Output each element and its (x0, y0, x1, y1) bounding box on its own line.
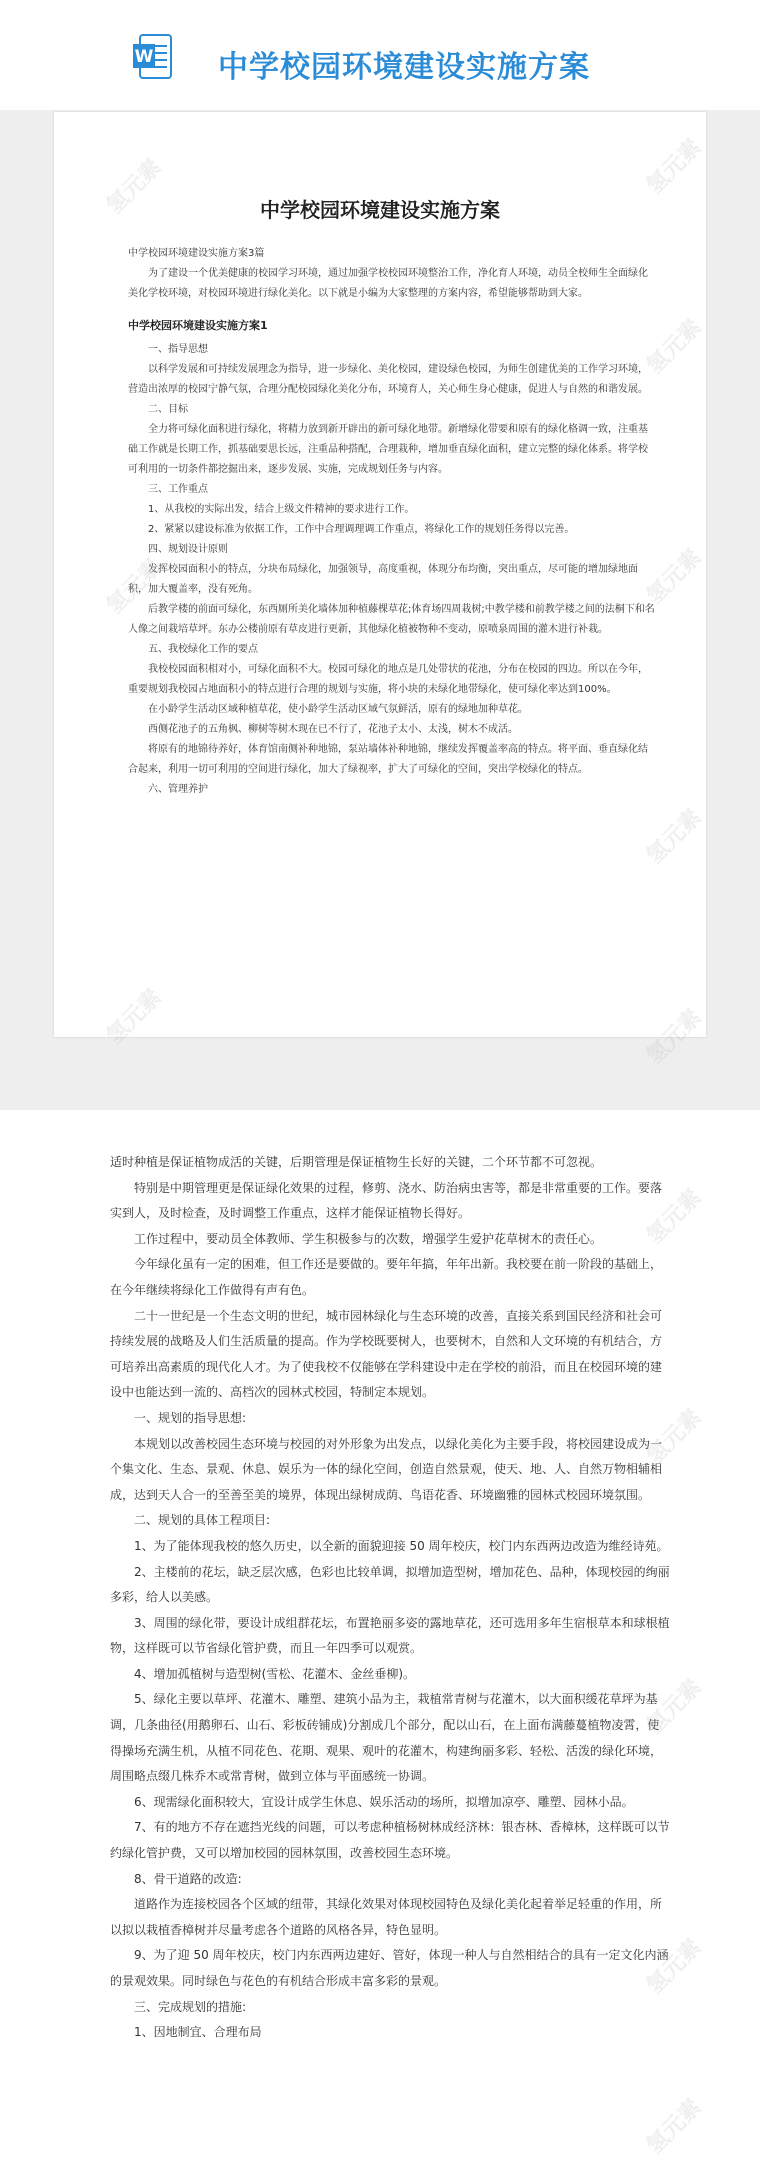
body-paragraph: 6、现需绿化面积较大，宜设计成学生休息、娱乐活动的场所，拟增加凉亭、雕塑、园林小品。 (134, 1794, 634, 1809)
body-paragraph: 将原有的地锦待养好，体育馆南侧补种地锦，泵站墙体补种地锦，继续发挥覆盖率高的特点。将平面、垂直绿化结合起来，利用一切可利用的空间进行绿化，加大了绿视率，扩大了可绿化的空间，突出学校绿化的特点。 (128, 744, 648, 775)
document-title: 中学校园环境建设实施方案 (260, 198, 500, 222)
body-paragraph: 全力将可绿化面积进行绿化，将精力放到新开辟出的新可绿化地带。新增绿化带要和原有的绿化格调一致，注重基础工作就是长期工作，抓基础要思长远，注重品种搭配，合理栽种，增加垂直绿化面积，建立完整的绿化体系。将学校可利用的一切条件都挖掘出来，逐步发展、实施，完成规划任务与内容。 (128, 424, 648, 475)
page2-paragraphs (110, 1150, 670, 2046)
body-paragraph: 后教学楼的前面可绿化，东西厕所美化墙体加种植藤棵草花;体育场四周栽树;中教学楼和前教学楼之间的法桐下和名人像之间栽培草坪。东办公楼前原有草皮进行更新，其他绿化植被物种不变动，原喷泉周围的灌木进行补栽。 (128, 604, 655, 635)
page2-body (110, 1150, 670, 2046)
body-paragraph: 本规划以改善校园生态环境与校园的对外形象为出发点，以绿化美化为主要手段，将校园建设成为一个集文化、生态、景观、休息、娱乐为一体的绿化空间，创造自然景观，使天、地、人、自然万物相辅相成，达到天人合一的至善至美的境界，体现出绿树成荫、鸟语花香、环境幽雅的园林式校园环境氛围。 (110, 1436, 663, 1502)
body-paragraph: 西侧花池子的五角枫、柳树等树木现在已不行了，花池子太小、太浅，树木不成活。 (148, 724, 518, 735)
logo-letter: W (134, 47, 154, 67)
body-paragraph: 1、因地制宜、合理布局 (134, 2025, 262, 2040)
body-paragraph: 1、为了能体现我校的悠久历史，以全新的面貌迎接 50 周年校庆，校门内东西两边改造为维经诗苑。 (134, 1538, 669, 1553)
page1-paragraphs (128, 340, 656, 800)
body-paragraph: 发挥校园面积小的特点，分块布局绿化，加强领导，高度重视，体现分布均衡，突出重点，尽可能的增加绿地面积，加大覆盖率，没有死角。 (128, 564, 638, 595)
document-page-1 (54, 112, 706, 1037)
body-paragraph: 二十一世纪是一个生态文明的世纪，城市园林绿化与生态环境的改善，直接关系到国民经济和社会可持续发展的战略及人们生活质量的提高。作为学校既要树人，也要树木，自然和人文环境的有机结合，方可培养出高素质的现代化人才。为了使我校不仅能够在学科建设中走在学校的前沿，而且在校园环境的建设中也能达到一流的、高档次的园林式校园，特制定本规划。 (110, 1308, 663, 1400)
body-paragraph: 一、指导思想 (128, 344, 208, 355)
watermark-text: 氢元素 (642, 314, 707, 380)
body-paragraph: 9、为了迎 50 周年校庆，校门内东西两边建好、管好，体现一种人与自然相结合的具有一定文化内涵的景观效果。同时绿色与花色的有机结合形成丰富多彩的景观。 (110, 1948, 669, 1988)
body-paragraph: 工作过程中，要动员全体教师、学生积极参与的次数，增强学生爱护花草树木的责任心。 (134, 1231, 603, 1246)
body-paragraph: 2、紧紧以建设标准为依据工作，工作中合理调理调工作重点，将绿化工作的规划任务得以完善。 (148, 524, 575, 535)
watermark-text: 氢元素 (102, 154, 167, 220)
body-paragraph: 1、从我校的实际出发，结合上级文件精神的要求进行工作。 (148, 504, 415, 515)
document-subtitle: 中学校园环境建设实施方案3篇 (128, 248, 265, 259)
body-paragraph: 7、有的地方不存在遮挡光线的问题，可以考虑种植杨树林成经济林：银杏林、香樟林，这样既可以节约绿化管护费，又可以增加校园的园林氛围，改善校园生态环境。 (110, 1820, 670, 1861)
body-paragraph: 8、骨干道路的改造: (134, 1871, 242, 1886)
word-document-icon (133, 34, 173, 80)
watermark-text: 氢元素 (642, 804, 707, 870)
body-paragraph: 二、目标 (128, 404, 188, 415)
body-paragraph: 以科学发展和可持续发展理念为指导，进一步绿化、美化校园，建设绿色校园，为师生创建优美的工作学习环境，营造出浓厚的校园宁静气氛，合理分配校园绿化美化分布，环境育人，关心师生身心健康，促进人与自然的和谐发展。 (128, 364, 648, 395)
watermark-text: 氢元素 (642, 1674, 707, 1740)
watermark-text: 氢元素 (642, 1934, 707, 2000)
body-paragraph: 一、规划的指导思想: (134, 1410, 247, 1425)
body-paragraph: 我校校园面积相对小，可绿化面积不大。校园可绿化的地点是几处带状的花池，分布在校园的四边。所以在今年，重要规划我校园占地面积小的特点进行合理的规划与实施，将小块的未绿化地带绿化，使可绿化率达到100%。 (128, 664, 648, 695)
body-paragraph: 三、完成规划的措施: (134, 1999, 247, 2014)
body-paragraph: 三、工作重点 (128, 484, 208, 495)
watermark-text: 氢元素 (642, 2094, 707, 2160)
body-paragraph: 特别是中期管理更是保证绿化效果的过程，修剪、浇水、防治病虫害等，都是非常重要的工作。要落实到人，及时检查，及时调整工作重点，这样才能保证植物长得好。 (110, 1180, 663, 1221)
body-paragraph: 在小龄学生活动区域种植草花，使小龄学生活动区域气氛鲜活，原有的绿地加种草花。 (148, 704, 528, 715)
watermark-text: 氢元素 (102, 984, 167, 1050)
intro-paragraph: 为了建设一个优美健康的校园学习环境，通过加强学校校园环境整治工作，净化育人环境，动员全校师生全面绿化美化学校环境，对校园环境进行绿化美化。以下就是小编为大家整理的方案内容，希望能够帮助到大家。 (128, 268, 648, 299)
body-paragraph: 5、绿化主要以草坪、花灌木、雕塑、建筑小品为主，栽植常青树与花灌木，以大面积缓花草坪为基调，几条曲径(用鹅卵石、山石、彩板砖铺成)分割成几个部分，配以山石，在上面布满藤蔓植物凌霄，使得操场充满生机，从植不同花色、花期、观果、观叶的花灌木，构建绚丽多彩、轻松、活泼的绿化环境，周围略点缀几株乔木或常青树，做到立体与平面感统一协调。 (110, 1692, 663, 1784)
body-paragraph: 2、主楼前的花坛，缺乏层次感，色彩也比较单调，拟增加造型树，增加花色、品种，体现校园的绚丽多彩，给人以美感。 (110, 1564, 670, 1605)
body-paragraph: 适时种植是保证植物成活的关键，后期管理是保证植物生长好的关键，二个环节都不可忽视。 (110, 1155, 603, 1169)
body-paragraph: 五、我校绿化工作的要点 (128, 644, 258, 655)
body-paragraph: 六、管理养护 (128, 784, 208, 795)
body-paragraph: 二、规划的具体工程项目: (134, 1513, 271, 1528)
watermark-text: 氢元素 (642, 1184, 707, 1250)
site-title: 中学校园环境建设实施方案 (218, 50, 590, 85)
section1-heading: 中学校园环境建设实施方案1 (128, 319, 268, 332)
watermark-text: 氢元素 (102, 554, 167, 620)
watermark-text: 氢元素 (642, 1004, 707, 1070)
watermark-text: 氢元素 (642, 134, 707, 200)
watermark-text: 氢元素 (642, 544, 707, 610)
header-bar (0, 0, 760, 110)
body-paragraph: 今年绿化虽有一定的困难，但工作还是要做的。要年年搞，年年出新。我校要在前一阶段的基础上，在今年继续将绿化工作做得有声有色。 (110, 1257, 663, 1297)
body-paragraph: 4、增加孤植树与造型树(雪松、花灌木、金丝垂柳)。 (134, 1666, 416, 1681)
body-paragraph: 3、周围的绿化带，要设计成组群花坛，布置艳丽多姿的露地草花，还可选用多年生宿根草本和球根植物，这样既可以节省绿化管护费，而且一年四季可以观赏。 (110, 1615, 670, 1656)
page1-body (128, 244, 656, 800)
document-page-2 (0, 1118, 760, 2178)
body-paragraph: 四、规划设计原则 (128, 544, 228, 555)
body-paragraph: 道路作为连接校园各个区域的纽带，其绿化效果对体现校园特色及绿化美化起着举足轻重的作用，所以拟以栽植香樟树并尽量考虑各个道路的风格各异，特色显明。 (110, 1897, 663, 1937)
watermark-text: 氢元素 (642, 1404, 707, 1470)
